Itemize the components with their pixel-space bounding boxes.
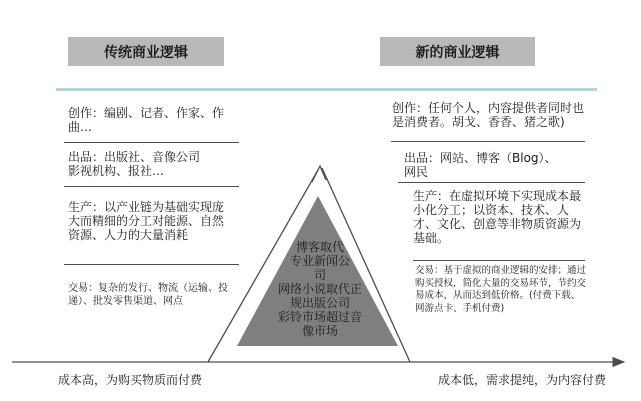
left-divider-3 [64, 264, 239, 265]
pyramid-line-2: 网络小说取代正 规出版公司 [277, 282, 362, 310]
bottom-right-label: 成本低，需求提纯，为内容付费 [438, 373, 607, 387]
right-trade-text: 交易：基于虚拟的商业逻辑的安排；通过购买授权，简化大量的交易环节，节约交易成本，从而达到低价格。(付费下载、网游点卡、手机付费) [415, 265, 587, 314]
bottom-left-label: 成本高，为购买物质而付费 [58, 373, 203, 387]
right-divider-2 [398, 182, 585, 183]
pyramid-text [260, 240, 380, 338]
new-logic-header: 新的商业逻辑 [380, 37, 535, 66]
right-publishing-text: 出品：网站、博客（Blog）、 网民 [404, 151, 557, 179]
traditional-logic-header: 传统商业逻辑 [68, 37, 224, 66]
pyramid-line-3: 彩铃市场超过音 像市场 [277, 310, 362, 338]
left-divider-2 [64, 186, 239, 187]
right-divider-3 [413, 260, 585, 261]
left-divider-1 [64, 142, 239, 143]
left-trade-text: 交易：复杂的发行、物流（运输、投递）、批发零售渠道、网点 [68, 283, 228, 307]
right-creation-text: 创作：任何个人，内容提供者同时也是消费者。胡戈、香香、猪之歌) [392, 101, 585, 129]
left-production-text: 生产：以产业链为基础实现庞大而精细的分工对能源、自然资源、人力的大量消耗 [68, 200, 225, 242]
right-divider-1 [391, 141, 585, 142]
pyramid-line-1: 博客取代 专业新闻公 司 [289, 240, 350, 282]
left-publishing-text: 出品：出版社、音像公司 影视机构、报社… [68, 150, 201, 178]
top-arrow [312, 166, 326, 182]
left-creation-text: 创作：编剧、记者、作家、作曲… [68, 106, 225, 134]
right-production-text: 生产：在虚拟环境下实现成本最小化分工；以资本、技术、人才、文化、创意等非物质资源为基础。 [413, 189, 582, 245]
